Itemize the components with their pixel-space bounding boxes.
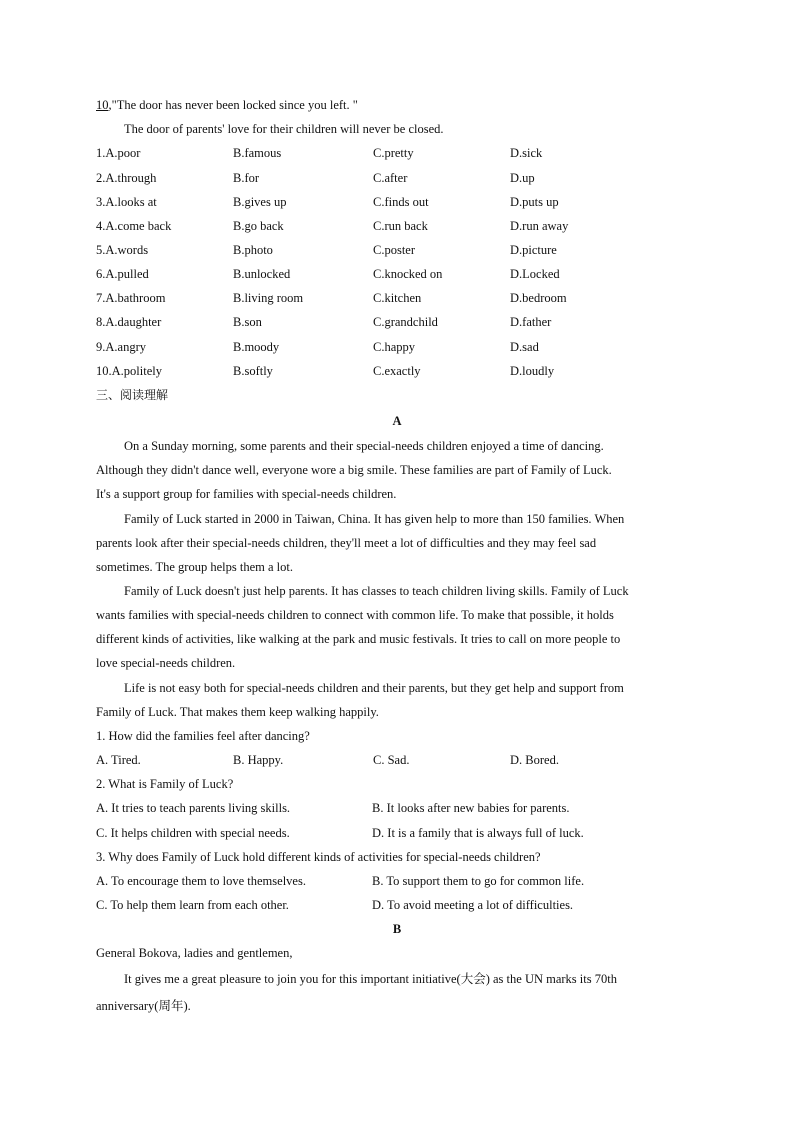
passage-line: sometimes. The group helps them a lot. bbox=[96, 560, 293, 574]
option-d: D.run away bbox=[510, 219, 569, 233]
question-options bbox=[96, 825, 716, 841]
option-b: B.unlocked bbox=[233, 267, 291, 281]
section-heading: 三、阅读理解 bbox=[96, 388, 169, 402]
option-b: B.moody bbox=[233, 340, 280, 354]
option-d: D.loudly bbox=[510, 364, 555, 378]
option-d: D.sad bbox=[510, 340, 539, 354]
option-a: 8.A.daughter bbox=[96, 315, 162, 329]
option-d: D.picture bbox=[510, 243, 557, 257]
option-c: C. To help them learn from each other. bbox=[96, 898, 289, 912]
option-b: B. Happy. bbox=[233, 753, 284, 767]
passage-line: Family of Luck started in 2000 in Taiwan, China. It has given help to more than 150 families. When bbox=[124, 512, 625, 526]
option-b: B.photo bbox=[233, 243, 273, 257]
option-d: D.Locked bbox=[510, 267, 560, 281]
option-c: C.finds out bbox=[373, 195, 429, 209]
option-c: C.grandchild bbox=[373, 315, 438, 329]
option-b: B.famous bbox=[233, 146, 282, 160]
salutation: General Bokova, ladies and gentlemen, bbox=[96, 946, 293, 960]
option-b: B.son bbox=[233, 315, 262, 329]
question-options bbox=[96, 752, 716, 768]
option-d: D.sick bbox=[510, 146, 543, 160]
option-c: C.run back bbox=[373, 219, 428, 233]
option-c: C.happy bbox=[373, 340, 416, 354]
option-c: C. Sad. bbox=[373, 753, 410, 767]
closing-line: The door of parents' love for their children will never be closed. bbox=[124, 122, 444, 136]
cloze-option-row bbox=[96, 266, 716, 282]
option-a: 4.A.come back bbox=[96, 219, 172, 233]
passage-line: different kinds of activities, like walking at the park and music festivals. It tries to call on more people to bbox=[96, 632, 621, 646]
option-c: C.kitchen bbox=[373, 291, 422, 305]
option-c: C. It helps children with special needs. bbox=[96, 826, 290, 840]
cloze-option-row bbox=[96, 363, 716, 379]
cloze-option-row bbox=[96, 339, 716, 355]
option-b: B.living room bbox=[233, 291, 304, 305]
option-b: B.go back bbox=[233, 219, 284, 233]
option-c: C.after bbox=[373, 171, 408, 185]
passage-line: It's a support group for families with special-needs children. bbox=[96, 487, 397, 501]
cloze-option-row bbox=[96, 145, 716, 161]
option-a: 9.A.angry bbox=[96, 340, 146, 354]
passage-a-title: A bbox=[392, 414, 402, 428]
cloze-option-row bbox=[96, 242, 716, 258]
question-options bbox=[96, 873, 716, 889]
option-a: 5.A.words bbox=[96, 243, 149, 257]
q10-text: ,"The door has never been locked since you left. " bbox=[108, 98, 358, 112]
option-d: D.bedroom bbox=[510, 291, 567, 305]
option-a: A. Tired. bbox=[96, 753, 141, 767]
question-stem: 1. How did the families feel after dancing? bbox=[96, 729, 310, 743]
question-options bbox=[96, 800, 716, 816]
option-d: D.up bbox=[510, 171, 535, 185]
option-b: B.for bbox=[233, 171, 260, 185]
option-a: A. It tries to teach parents living skills. bbox=[96, 801, 291, 815]
passage-line: Although they didn't dance well, everyone wore a big smile. These families are part of Family of Luck. bbox=[96, 463, 612, 477]
option-d: D.father bbox=[510, 315, 552, 329]
cloze-option-row bbox=[96, 290, 716, 306]
option-c: C.poster bbox=[373, 243, 416, 257]
option-a: 6.A.pulled bbox=[96, 267, 149, 281]
cloze-option-row bbox=[96, 314, 716, 330]
passage-line: It gives me a great pleasure to join you for this important initiative(大会) as the UN marks its 70th bbox=[124, 972, 617, 986]
option-b: B.softly bbox=[233, 364, 273, 378]
option-d: D. To avoid meeting a lot of difficulties. bbox=[372, 898, 574, 912]
cloze-option-row bbox=[96, 170, 716, 186]
question-options bbox=[96, 897, 716, 913]
passage-line: love special-needs children. bbox=[96, 656, 236, 670]
option-d: D. Bored. bbox=[510, 753, 559, 767]
option-b: B. To support them to go for common life. bbox=[372, 874, 585, 888]
option-a: 1.A.poor bbox=[96, 146, 141, 160]
option-d: D. It is a family that is always full of luck. bbox=[372, 826, 584, 840]
option-b: B.gives up bbox=[233, 195, 287, 209]
passage-b-title: B bbox=[392, 922, 402, 936]
passage-line: wants families with special-needs children to connect with common life. To make that possible, it holds bbox=[96, 608, 614, 622]
passage-line: parents look after their special-needs children, they'll meet a lot of difficulties and they may feel sad bbox=[96, 536, 597, 550]
option-a: 7.A.bathroom bbox=[96, 291, 166, 305]
option-b: B. It looks after new babies for parents. bbox=[372, 801, 570, 815]
passage-line: Family of Luck. That makes them keep walking happily. bbox=[96, 705, 379, 719]
option-c: C.exactly bbox=[373, 364, 421, 378]
option-a: 2.A.through bbox=[96, 171, 157, 185]
passage-line: On a Sunday morning, some parents and their special-needs children enjoyed a time of dancing. bbox=[124, 439, 604, 453]
question-stem: 3. Why does Family of Luck hold different kinds of activities for special-needs children? bbox=[96, 850, 541, 864]
option-a: 10.A.politely bbox=[96, 364, 162, 378]
option-c: C.knocked on bbox=[373, 267, 443, 281]
passage-line: Family of Luck doesn't just help parents. It has classes to teach children living skills. Family of Luck bbox=[124, 584, 629, 598]
option-d: D.puts up bbox=[510, 195, 559, 209]
option-a: 3.A.looks at bbox=[96, 195, 157, 209]
option-c: C.pretty bbox=[373, 146, 414, 160]
option-a: A. To encourage them to love themselves. bbox=[96, 874, 306, 888]
q10-line bbox=[96, 97, 358, 113]
passage-line: Life is not easy both for special-needs children and their parents, but they get help and support from bbox=[124, 681, 624, 695]
passage-line: anniversary(周年). bbox=[96, 999, 191, 1013]
q10-number: 10 bbox=[96, 98, 109, 112]
cloze-option-row bbox=[96, 218, 716, 234]
question-stem: 2. What is Family of Luck? bbox=[96, 777, 234, 791]
cloze-option-row bbox=[96, 194, 716, 210]
